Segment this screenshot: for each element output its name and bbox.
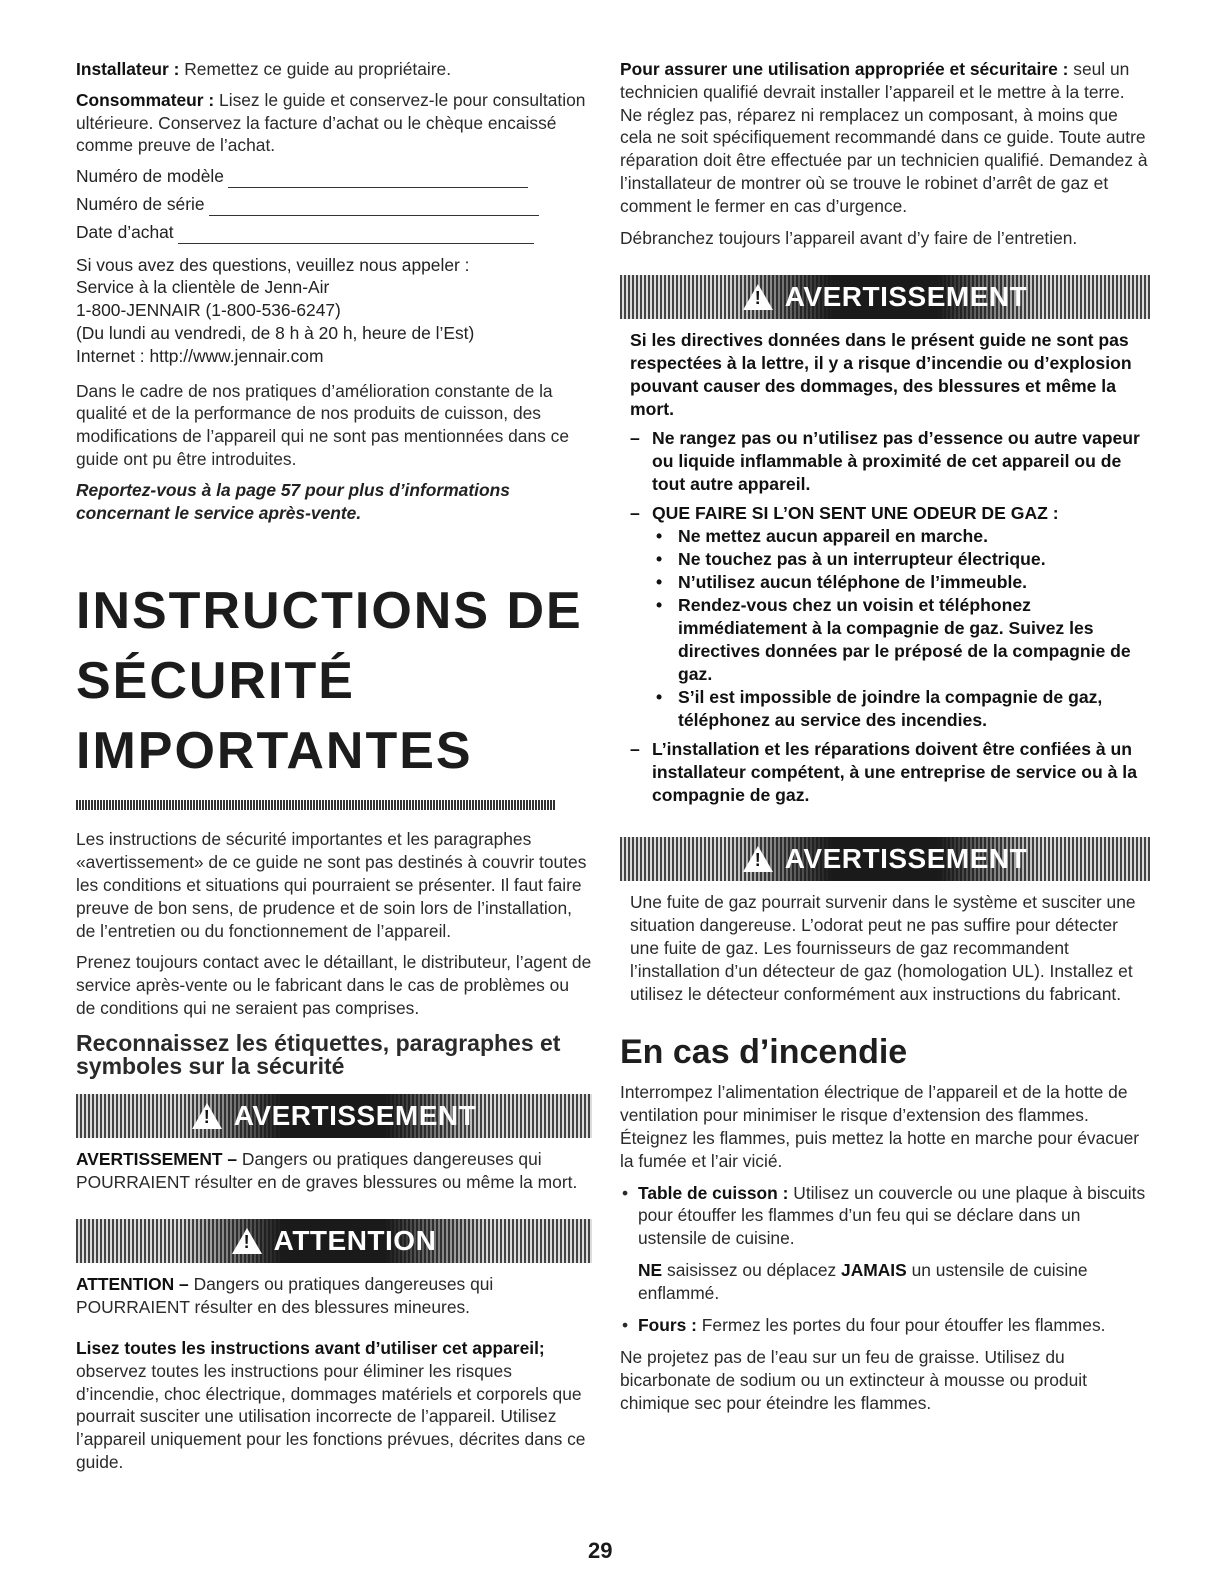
recognize-heading: Reconnaissez les étiquettes, paragraphes et symboles sur la sécurité bbox=[76, 1029, 561, 1079]
model-number-field bbox=[76, 165, 592, 188]
list-item bbox=[620, 502, 1150, 525]
consumer-note bbox=[76, 89, 592, 157]
warning-triangle-icon: ! bbox=[743, 284, 773, 310]
gas-leak-warning-banner bbox=[620, 837, 1150, 881]
gas-warning-intro: Si les directives données dans le présent guide ne sont pas respectées à la lettre, il y a risque d’incendie ou d’explosion pouvant causer des dommages, des blessures et même la mort. bbox=[630, 330, 1132, 420]
list-item bbox=[620, 1314, 1150, 1337]
proper-use-paragraph bbox=[620, 58, 1150, 218]
contact-hours: (Du lundi au vendredi, de 8 h à 20 h, heure de l’Est) bbox=[76, 322, 475, 343]
proper-use-label: Pour assurer une utilisation appropriée et sécuritaire : bbox=[620, 59, 1069, 79]
attention-banner-label: ATTENTION bbox=[273, 1225, 437, 1257]
fire-list bbox=[620, 1182, 1150, 1250]
installer-text: Remettez ce guide au propriétaire. bbox=[184, 59, 452, 79]
fire-heading: En cas d’incendie bbox=[620, 1033, 908, 1072]
gas-warning-block bbox=[620, 329, 1150, 807]
list-item: • Ne mettez aucun appareil en marche. bbox=[620, 525, 1150, 548]
title-line-3: IMPORTANTES bbox=[76, 722, 473, 781]
title-line-2: SÉCURITÉ bbox=[76, 652, 355, 711]
warning-banner-label: AVERTISSEMENT bbox=[233, 1099, 477, 1131]
purchase-date-line bbox=[178, 227, 534, 244]
never-jamais: JAMAIS bbox=[841, 1259, 907, 1280]
left-column bbox=[76, 58, 592, 1474]
never-ne: NE bbox=[638, 1259, 663, 1280]
model-number-line bbox=[228, 171, 528, 188]
title-rule bbox=[76, 800, 556, 810]
warning-definition-text: Dangers ou pratiques dangereuses qui POURRAIENT résulter en de graves blessures ou même la mort. bbox=[76, 1148, 578, 1192]
warning-triangle-icon: ! bbox=[192, 1103, 222, 1129]
contact-line: Si vous avez des questions, veuillez nous appeler : bbox=[76, 254, 470, 275]
improvement-note: Dans le cadre de nos pratiques d’amélioration constante de la qualité et de la performance de nos produits de cuisson, des modifications de l’appareil qui ne sont pas mentionnées dans ce guide ont pu être introduites. bbox=[76, 380, 570, 469]
never-mid: saisissez ou déplacez bbox=[667, 1259, 837, 1280]
intro-paragraph-1: Les instructions de sécurité importantes et les paragraphes «avertissement» de ce guide ne sont pas destinés à couvrir toutes les conditions et situations qui pourraient se présenter. Il faut faire preuve de bon sens, de prudence et de soin lors de l’installation, de l’entretien ou du fonctionnement de l’appareil. bbox=[76, 829, 587, 941]
proper-use-text: seul un technicien qualifié devrait installer l’appareil et le mettre à la terre. Ne réglez pas, réparez ni remplacez un composant, à moins que cela ne soit spécifiquement recommandé dans ce guide. Toute autre réparation doit être effectuée par un technicien qualifié. Demandez à l’installateur de montrer où se trouve le robinet d’arrêt de gaz et comment le fermer en cas d’urgence. bbox=[620, 59, 1148, 216]
intro-paragraph-2: Prenez toujours contact avec le détaillant, le distributeur, l’agent de service après-vente ou le fabricant dans le cas de problèmes ou de conditions qui ne seraient pas comprises. bbox=[76, 952, 592, 1018]
list-item: – L’installation et les réparations doivent être confiées à un installateur compétent, à une entreprise de service ou à la compagnie de gaz. bbox=[620, 738, 1150, 807]
consumer-label: Consommateur : bbox=[76, 89, 215, 110]
attention-definition bbox=[76, 1273, 592, 1319]
contact-website: Internet : http://www.jennair.com bbox=[76, 345, 324, 366]
warning-triangle-icon: ! bbox=[743, 846, 773, 872]
gas-warning-list-2 bbox=[620, 738, 1150, 807]
right-column bbox=[620, 58, 1150, 1415]
read-all-label: Lisez toutes les instructions avant d’utiliser cet appareil; bbox=[76, 1337, 545, 1358]
warning-definition-label: AVERTISSEMENT – bbox=[76, 1148, 238, 1169]
contact-block bbox=[76, 254, 592, 368]
service-reference: Reportez-vous à la page 57 pour plus d’informations concernant le service après-vente. bbox=[76, 479, 510, 523]
installer-note bbox=[76, 58, 592, 81]
gas-leak-banner-label: AVERTISSEMENT bbox=[784, 843, 1028, 875]
attention-triangle-icon: ! bbox=[232, 1228, 262, 1254]
contact-line: Service à la clientèle de Jenn-Air bbox=[76, 277, 330, 298]
unplug-note: Débranchez toujours l’appareil avant d’y faire de l’entretien. bbox=[620, 227, 1078, 248]
serial-number-line bbox=[209, 199, 539, 216]
ovens-label: Fours : bbox=[638, 1314, 697, 1335]
serial-number-field bbox=[76, 193, 592, 216]
contact-phone: 1-800-JENNAIR (1-800-536-6247) bbox=[76, 300, 341, 321]
list-item: • N’utilisez aucun téléphone de l’immeuble. bbox=[620, 571, 1150, 594]
gas-smell-heading: QUE FAIRE SI L’ON SENT UNE ODEUR DE GAZ : bbox=[652, 503, 1059, 524]
ovens-text: Fermez les portes du four pour étouffer les flammes. bbox=[701, 1314, 1106, 1335]
list-item: • Rendez-vous chez un voisin et téléphonez immédiatement à la compagnie de gaz. Suivez les directives données par le préposé de la compagnie de gaz. bbox=[620, 594, 1150, 686]
cooktop-text: Utilisez un couvercle ou une plaque à biscuits pour étouffer les flammes d’un feu qui se déclare dans un ustensile de cuisine. bbox=[638, 1182, 1146, 1249]
gas-warning-list bbox=[620, 427, 1150, 525]
gas-warning-banner bbox=[620, 275, 1150, 319]
title-line-1: INSTRUCTIONS DE bbox=[76, 582, 583, 641]
consumer-text: Lisez le guide et conservez-le pour consultation ultérieure. Conservez la facture d’achat ou le chèque encaissé comme preuve de l’achat. bbox=[76, 89, 586, 156]
fire-intro: Interrompez l’alimentation électrique de l’appareil et de la hotte de ventilation pour minimiser le risque d’extension des flammes. Éteignez les flammes, puis mettez la hotte en marche pour évacuer la fumée et l’air vicié. bbox=[620, 1082, 1140, 1171]
list-item: • S’il est impossible de joindre la compagnie de gaz, téléphonez au service des incendies. bbox=[620, 686, 1150, 732]
page-number: 29 bbox=[588, 1538, 613, 1563]
model-number-label: Numéro de modèle bbox=[76, 166, 224, 187]
cooktop-label: Table de cuisson : bbox=[638, 1182, 789, 1203]
purchase-date-field bbox=[76, 221, 592, 244]
attention-banner bbox=[76, 1219, 592, 1263]
page-title bbox=[76, 576, 592, 786]
purchase-date-label: Date d’achat bbox=[76, 221, 174, 242]
fire-list-2 bbox=[620, 1314, 1150, 1337]
serial-number-label: Numéro de série bbox=[76, 193, 205, 214]
never-end: un ustensile de cuisine enflammé. bbox=[638, 1259, 1088, 1303]
attention-definition-label: ATTENTION – bbox=[76, 1274, 189, 1295]
read-all-paragraph bbox=[76, 1337, 592, 1474]
grease-fire-note: Ne projetez pas de l’eau sur un feu de graisse. Utilisez du bicarbonate de sodium ou un extincteur à mousse ou produit chimique sec pour éteindre les flammes. bbox=[620, 1347, 1087, 1413]
never-move-note bbox=[620, 1259, 1150, 1305]
attention-definition-text: Dangers ou pratiques dangereuses qui POURRAIENT résulter en des blessures mineures. bbox=[76, 1274, 494, 1318]
list-item bbox=[620, 1182, 1150, 1250]
list-item: • Ne touchez pas à un interrupteur électrique. bbox=[620, 548, 1150, 571]
warning-banner bbox=[76, 1094, 592, 1138]
gas-leak-text: Une fuite de gaz pourrait survenir dans le système et susciter une situation dangereuse. L’odorat peut ne pas suffire pour détecter une fuite de gaz. Les fournisseurs de gaz recommandent l’installation d’un détecteur de gaz (homologation UL). Installez et utilisez le détecteur conformément aux instructions du fabricant. bbox=[630, 892, 1136, 1004]
list-item: – Ne rangez pas ou n’utilisez pas d’essence ou autre vapeur ou liquide inflammable à proximité de cet appareil ou de tout autre appareil. bbox=[620, 427, 1150, 496]
read-all-text: observez toutes les instructions pour éliminer les risques d’incendie, choc électrique, dommages matériels et corporels que pourrait susciter une utilisation incorrecte de l’appareil. Utilisez l’appareil uniquement pour les fonctions prévues, décrites dans ce guide. bbox=[76, 1360, 586, 1472]
gas-smell-steps bbox=[620, 525, 1150, 732]
installer-label: Installateur : bbox=[76, 59, 180, 79]
warning-definition bbox=[76, 1148, 592, 1194]
gas-warning-banner-label: AVERTISSEMENT bbox=[784, 281, 1028, 313]
